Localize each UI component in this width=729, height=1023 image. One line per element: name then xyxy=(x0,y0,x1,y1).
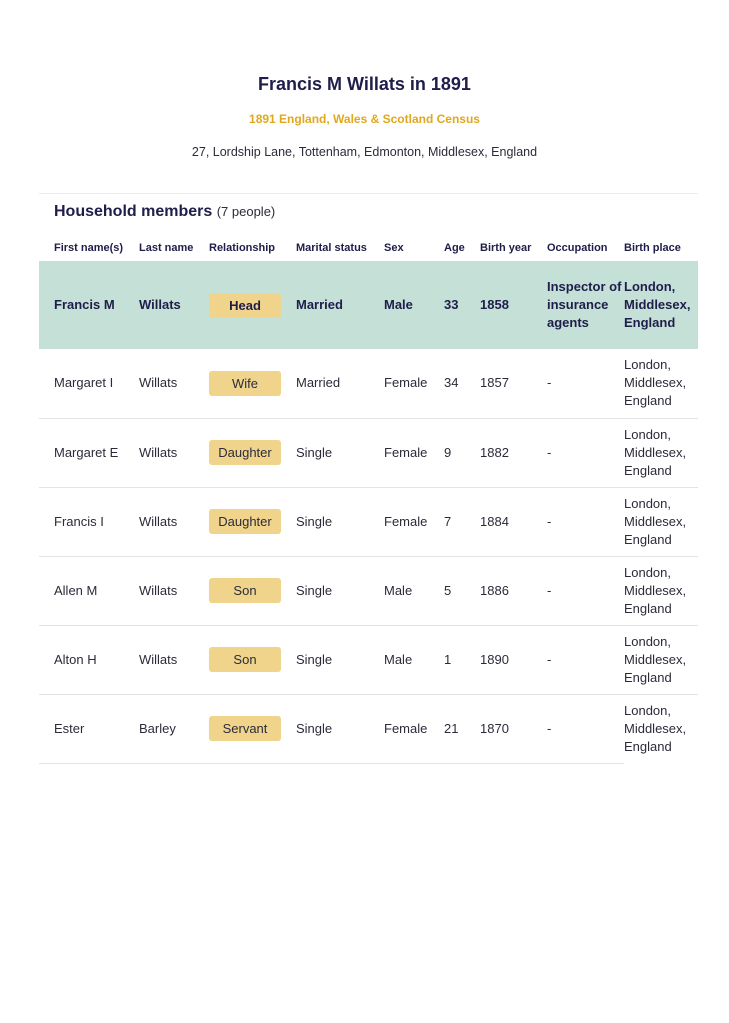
relationship-cell xyxy=(209,349,296,418)
age-cell: 33 xyxy=(444,297,459,312)
birth-year-cell: 1890 xyxy=(480,625,547,694)
birth-place-cell: London, Middlesex, England xyxy=(624,487,698,556)
first-name-cell[interactable]: Francis I xyxy=(39,487,139,556)
first-name-cell[interactable]: Francis M xyxy=(54,297,115,312)
relationship-tag: Son xyxy=(209,578,281,603)
marital-status-cell: Single xyxy=(296,694,384,763)
relationship-cell xyxy=(209,694,296,763)
household-count: (7 people) xyxy=(216,204,276,219)
table-header-row xyxy=(39,234,698,261)
sex-cell: Male xyxy=(384,625,444,694)
relationship-cell xyxy=(209,556,296,625)
birth-year-cell: 1886 xyxy=(480,556,547,625)
birth-place-cell: London, Middlesex, England xyxy=(624,556,698,625)
birth-year-cell: 1884 xyxy=(480,487,547,556)
birth-place-cell: London, Middlesex, England xyxy=(624,702,687,754)
marital-status-cell: Married xyxy=(296,349,384,418)
table-row[interactable] xyxy=(39,625,698,694)
relationship-cell xyxy=(209,487,296,556)
table-row[interactable] xyxy=(39,487,698,556)
last-name-cell: Willats xyxy=(139,625,209,694)
marital-status-cell: Married xyxy=(296,297,343,312)
last-name-cell: Willats xyxy=(139,418,209,487)
column-header: Relationship xyxy=(209,241,276,254)
column-header: Birth year xyxy=(480,241,532,254)
occupation-cell: - xyxy=(547,418,624,487)
occupation-cell: - xyxy=(547,556,624,625)
column-header: Sex xyxy=(384,241,404,254)
column-header: Marital status xyxy=(296,241,367,254)
birth-place-cell: London, Middlesex, England xyxy=(624,279,691,330)
age-cell: 7 xyxy=(444,487,480,556)
last-name-cell: Willats xyxy=(139,349,209,418)
birth-year-cell: 1857 xyxy=(480,349,547,418)
marital-status-cell: Single xyxy=(296,487,384,556)
table-row[interactable] xyxy=(39,418,698,487)
table-row[interactable] xyxy=(39,556,698,625)
household-table xyxy=(39,234,698,764)
relationship-tag: Head xyxy=(209,293,281,318)
marital-status-cell: Single xyxy=(296,418,384,487)
occupation-cell: - xyxy=(547,625,624,694)
table-row-head-of-household[interactable] xyxy=(39,261,698,349)
first-name-cell[interactable]: Alton H xyxy=(39,625,139,694)
sex-cell: Female xyxy=(384,694,444,763)
table-row[interactable] xyxy=(39,694,698,763)
marital-status-cell: Single xyxy=(296,625,384,694)
first-name-cell[interactable]: Ester xyxy=(39,694,139,763)
census-address: 27, Lordship Lane, Tottenham, Edmonton, Middlesex, England xyxy=(191,145,538,159)
occupation-cell: Inspector of insurance agents xyxy=(547,279,622,330)
last-name-cell: Willats xyxy=(139,487,209,556)
relationship-tag: Servant xyxy=(209,716,281,741)
marital-status-cell: Single xyxy=(296,556,384,625)
occupation-cell: - xyxy=(547,694,624,763)
relationship-cell xyxy=(209,261,296,349)
last-name-cell: Willats xyxy=(139,556,209,625)
sex-cell: Male xyxy=(384,297,413,312)
age-cell: 1 xyxy=(444,625,480,694)
sex-cell: Female xyxy=(384,487,444,556)
age-cell: 34 xyxy=(444,349,480,418)
birth-year-cell: 1870 xyxy=(480,694,547,763)
household-heading xyxy=(54,203,275,221)
census-name[interactable]: 1891 England, Wales & Scotland Census xyxy=(249,112,480,126)
age-cell: 21 xyxy=(444,694,480,763)
relationship-cell xyxy=(209,625,296,694)
occupation-cell: - xyxy=(547,349,624,418)
age-cell: 5 xyxy=(444,556,480,625)
birth-place-cell: London, Middlesex, England xyxy=(624,418,698,487)
sex-cell: Female xyxy=(384,418,444,487)
column-header: Occupation xyxy=(547,241,608,254)
relationship-cell xyxy=(209,418,296,487)
sex-cell: Female xyxy=(384,349,444,418)
first-name-cell[interactable]: Margaret I xyxy=(39,349,139,418)
household-card xyxy=(39,193,698,194)
column-header: First name(s) xyxy=(54,241,124,254)
relationship-tag: Wife xyxy=(209,371,281,396)
column-header: Last name xyxy=(139,241,194,254)
birth-place-cell: London, Middlesex, England xyxy=(624,625,698,694)
relationship-tag: Son xyxy=(209,647,281,672)
relationship-tag: Daughter xyxy=(209,440,281,465)
relationship-tag: Daughter xyxy=(209,509,281,534)
column-header: Birth place xyxy=(624,241,681,254)
first-name-cell[interactable]: Allen M xyxy=(39,556,139,625)
last-name-cell: Willats xyxy=(139,297,181,312)
page-title: Francis M Willats in 1891 xyxy=(258,74,471,94)
occupation-cell: - xyxy=(547,487,624,556)
sex-cell: Male xyxy=(384,556,444,625)
first-name-cell[interactable]: Margaret E xyxy=(39,418,139,487)
age-cell: 9 xyxy=(444,418,480,487)
column-header: Age xyxy=(444,241,465,254)
birth-year-cell: 1882 xyxy=(480,418,547,487)
birth-place-cell: London, Middlesex, England xyxy=(624,349,698,418)
household-heading-label: Household members xyxy=(54,203,213,220)
last-name-cell: Barley xyxy=(139,694,209,763)
table-row[interactable] xyxy=(39,349,698,418)
birth-year-cell: 1858 xyxy=(480,297,509,312)
